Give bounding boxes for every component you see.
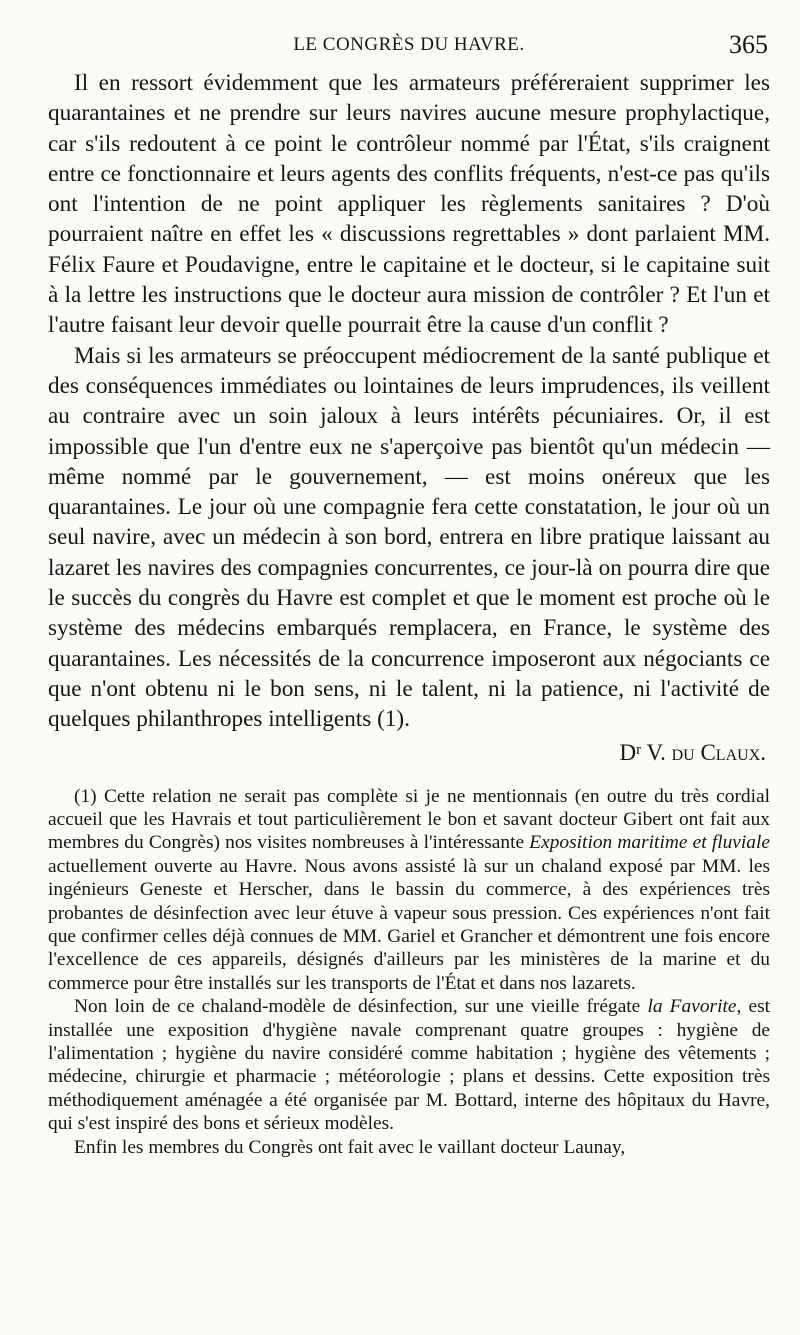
book-page [48,30,770,1159]
author-signature [48,735,770,768]
signature-prefix: D [619,739,637,765]
footnote-1-italic: Exposition maritime et fluviale [529,832,770,854]
footnote-1-end: actuellement ouverte au Havre. Nous avons assisté là sur un chaland exposé par MM. les ingénieurs Geneste et Herscher, dans le bassin du commerce, à des expériences très probantes de désinfection avec leur étuve à vapeur sous pression. Ces expériences n'ont fait que confirmer celles déjà connues de MM. Gariel et Grancher et démontrent une fois encore l'excellence de ces appareils, désignés d'ailleurs par les ministères de la marine et du commerce pour être installés sur les transports de l'État et dans nos lazarets. [48,855,770,994]
footnote-1 [48,785,770,996]
footnote-2-end: , est installée une exposition d'hygiène navale comprenant quatre groupes : hygiène de l'alimentation ; hygiène du navire considéré comme habitation ; hygiène des vêtements ; médecine, chirurgie et pharmacie ; météorologie ; plans et dessins. Cette exposition très méthodiquement aménagée a été organisée par M. Bottard, interne des hôpitaux du Havre, qui s'est inspiré des bons et sérieux modèles. [48,996,771,1135]
signature-prefix-sup: r [636,741,642,758]
footnote-3: Enfin les membres du Congrès ont fait avec le vaillant docteur Launay, [74,1136,626,1158]
footnotes [48,785,770,1160]
footnote-2-start: Non loin de ce chaland-modèle de désinfection, sur une vieille frégate [74,996,648,1018]
signature-name: V. [641,739,672,765]
footnote-1-start: (1) Cette relation ne serait pas complète si je ne mentionnais (en outre du très cordial accueil que les Havrais et tout particulièrement le bon et savant docteur Gibert ont fait aux membres du Congrès) nos visites nombreuses à l'intéressante [48,785,770,854]
paragraph-2: Mais si les armateurs se préoccupent médiocrement de la santé publique et des conséquences immédiates ou lointaines de leurs imprudences, ils veillent au contraire avec un soin jaloux à leurs intérêts pécuniaires. Or, il est impossible que l'un d'entre eux ne s'aperçoive pas bientôt qu'un médecin — même nommé par le gouvernement, — est moins onéreux que les quarantaines. Le jour où une compagnie fera cette constatation, le jour où un seul navire, avec un médecin à son bord, entrera en libre pratique laissant au lazaret les navires des compagnies concurrentes, ce jour-là on pourra dire que le succès du congrès du Havre est complet et que le moment est proche où le système des médecins embarqués remplacera, en France, le système des quarantaines. Les nécessités de la concurrence imposeront aux négociants ce que n'ont obtenu ni le bon sens, ni le talent, ni la patience, ni l'activité de quelques philanthropes intelligents (1). [48,342,770,733]
page-header [48,30,770,60]
footnote-2 [48,995,770,1135]
running-head: LE CONGRÈS DU HAVRE. [293,34,525,55]
signature-particle: du Claux. [671,739,766,765]
footnote-2-italic: la Favorite [647,996,737,1018]
page-number: 365 [729,30,768,59]
main-text [48,68,770,735]
paragraph-1: Il en ressort évidemment que les armateurs préféreraient supprimer les quarantaines et ne prendre sur leurs navires aucune mesure prophylactique, car s'ils redoutent à ce point le contrôleur nommé par l'État, s'ils craignent entre ce fonctionnaire et leurs agents des conflits fréquents, n'est-ce pas qu'ils ont l'intention de ne point appliquer les règlements sanitaires ? D'où pourraient naître en effet les « discussions regrettables » dont parlaient MM. Félix Faure et Poudavigne, entre le capitaine et le docteur, si le capitaine suit à la lettre les instructions que le docteur aura mission de contrôler ? Et l'un et l'autre faisant leur devoir quelle pourrait être la cause d'un conflit ? [48,70,770,339]
